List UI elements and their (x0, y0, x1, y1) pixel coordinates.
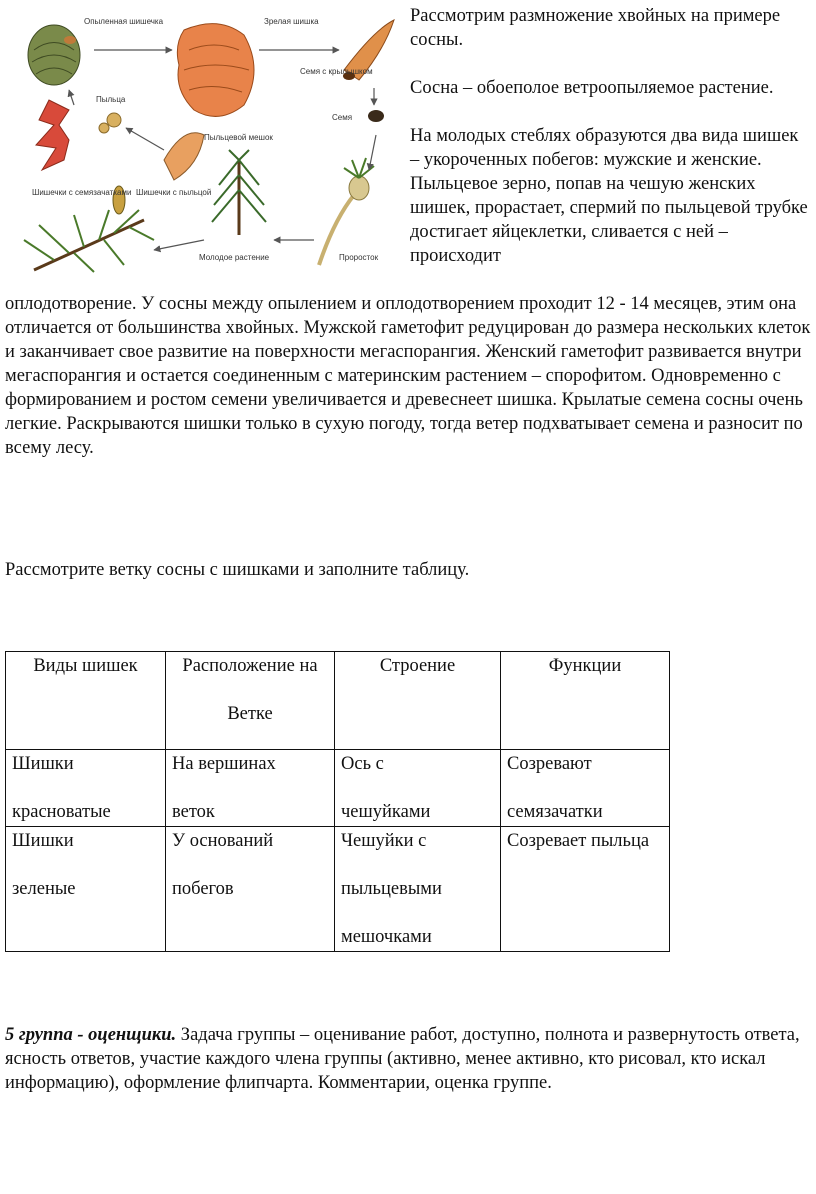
cell-location: На вершинах веток (166, 750, 335, 827)
label-young-plant: Молодое растение (199, 253, 270, 262)
header-functions: Функции (501, 652, 670, 750)
intro-paragraph-2: Сосна – обоеполое ветроопыляемое растение. (410, 78, 774, 98)
evaluators-paragraph (5, 1023, 815, 1095)
cones-table (5, 651, 670, 952)
cell-structure: Чешуйки с пыльцевыми мешочками (335, 827, 501, 952)
continuation-text (5, 292, 815, 460)
cell-type: Шишки зеленые (6, 827, 166, 952)
continuation-paragraph: оплодотворение. У сосны между опылением и оплодотворением проходит 12 - 14 месяцев, этим она отличается от большинства хвойных. Мужской гаметофит редуцирован до размера нескольких клеток и заканчивает свое развитие на поверхности мегаспорангия. Женский гаметофит развивается внутри мегаспорангия и остается соединенным с материнским растением – спорофитом. Одновременно с формированием и ростом семени увеличивается и древеснеет шишка. Крылатые семена сосны очень легкие. Раскрываются шишки только в сухую погоду, тогда ветер подхватывает семена и разносит по всему лесу. (5, 294, 811, 458)
label-female-cones: Шишечки с семязачатками (32, 188, 132, 197)
label-pollen: Пыльца (96, 95, 126, 104)
table-row (6, 750, 670, 827)
label-male-cones: Шишечки с пыльцой (136, 188, 212, 197)
header-cone-types: Виды шишек (6, 652, 166, 750)
evaluators-text (5, 1023, 815, 1095)
group-title: 5 группа - оценщики. (5, 1025, 177, 1045)
cell-structure: Ось с чешуйками (335, 750, 501, 827)
pine-life-cycle-figure (14, 10, 406, 280)
cell-location: У оснований побегов (166, 827, 335, 952)
table-row (6, 827, 670, 952)
header-location: Расположение на Ветке (166, 652, 335, 750)
pine-life-cycle-illustration (14, 10, 406, 280)
female-cone-drawing (36, 100, 69, 170)
label-mature-cone: Зрелая шишка (264, 17, 319, 26)
cell-function: Созревает пыльца (501, 827, 670, 952)
mature-cone-drawing (177, 24, 254, 117)
label-pollen-sac: Пыльцевой мешок (204, 133, 273, 142)
intro-paragraph-3: На молодых стеблях образуются два вида шишек – укороченных побегов: мужские и женские. Пыльцевое зерно, попав на чешую женских шишек, прорастает, спермий по пыльцевой трубке достигает яйцеклетки, сливается с ней – происходит (410, 126, 808, 266)
pollen-sac-drawing (164, 133, 204, 180)
sprout-drawing (319, 158, 374, 265)
task-paragraph: Рассмотрите ветку сосны с шишками и заполните таблицу. (5, 560, 470, 580)
label-seed: Семя (332, 113, 353, 122)
intro-paragraph-1: Рассмотрим размножение хвойных на примере сосны. (410, 6, 781, 50)
young-plant-drawing (212, 150, 266, 235)
label-sprout: Проросток (339, 253, 379, 262)
seed-drawing (368, 110, 384, 122)
pollinated-cone-drawing (28, 25, 80, 85)
cell-function: Созревают семязачатки (501, 750, 670, 827)
table-header-row (6, 652, 670, 750)
pine-branch-drawing (24, 186, 154, 272)
cell-type: Шишки красноватые (6, 750, 166, 827)
group-task: Задача группы – оценивание работ, доступно, полнота и развернутость ответа, ясность ответов, участие каждого члена группы (активно, менее активно, кто рисовал, кто искал информацию), оформление флипчарта. Комментарии, оценка группе. (5, 1025, 800, 1093)
pollen-drawing (99, 113, 121, 133)
label-winged-seed: Семя с крылышком (300, 67, 373, 76)
intro-text (410, 4, 810, 268)
label-pollinated-cone: Опыленная шишечка (84, 17, 164, 26)
header-structure: Строение (335, 652, 501, 750)
task-text (5, 558, 815, 582)
